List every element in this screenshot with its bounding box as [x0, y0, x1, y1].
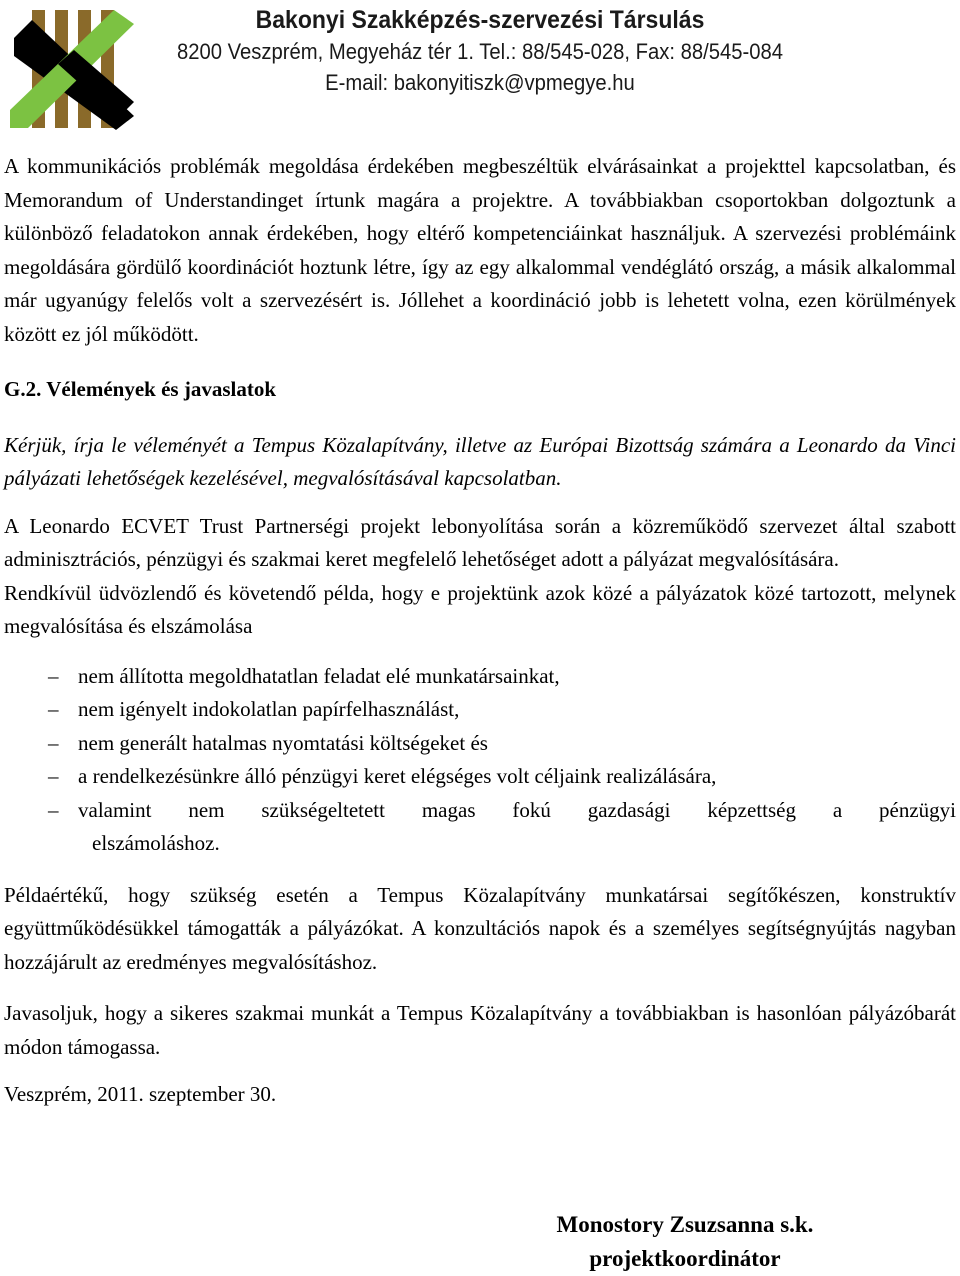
list-item: [4, 794, 956, 861]
paragraph-communication: A kommunikációs problémák megoldása érdekében megbeszéltük elvárásainkat a projekttel kapcsolatban, és Memorandum of Understandinget írtunk magára a projektre. A továbbiakban csoportokban dolgoztunk a különböző feladatokon annak érdekében, hogy eltérő kompetenciáinkat használjuk. A szervezési problémáink megoldására gördülő koordinációt hoztunk létre, így az egy alkalommal vendéglátó ország, a másik alkalommal már ugyanúgy felelős volt a szervezésért is. Jóllehet a koordináció jobb is lehetett volna, ezen körülmények között ez jól működött.: [4, 154, 956, 346]
organization-logo: [10, 6, 138, 130]
list-item: – nem állította megoldhatatlan feladat elé munkatársainkat,: [4, 660, 956, 694]
signatory-name: Monostory Zsuzsanna s.k.: [556, 1212, 814, 1237]
list-item-continuation: elszámoláshoz.: [92, 831, 220, 855]
list-item-line: – valamint nem szükségeltetett magas fokú gazdasági képzettség a pénzügyi: [78, 797, 956, 822]
instruction-text: Kérjük, írja le véleményét a Tempus Közalapítvány, illetve az Európai Bizottság számára a Leonardo da Vinci pályázati lehetőségek kezelésével, megvalósításával kapcsolatban.: [4, 432, 956, 490]
signature-block: [520, 1208, 850, 1276]
organization-name: Bakonyi Szakképzés-szervezési Társulás: [255, 6, 705, 34]
benefit-list: [4, 660, 956, 861]
list-item: – nem igényelt indokolatlan papírfelhasználást,: [4, 693, 956, 727]
organization-email: E-mail: bakonyitiszk@vpmegye.hu: [325, 70, 635, 95]
document-date: Veszprém, 2011. szeptember 30.: [4, 1082, 277, 1106]
letterhead: [150, 4, 810, 98]
organization-address: 8200 Veszprém, Megyeház tér 1. Tel.: 88/545-028, Fax: 88/545-084: [176, 39, 784, 64]
list-item: – a rendelkezésünkre álló pénzügyi keret elégséges volt céljaink realizálására,: [4, 760, 956, 794]
section-heading: G.2. Vélemények és javaslatok: [4, 377, 277, 401]
paragraph-recommendation: Javasoljuk, hogy a sikeres szakmai munkát a Tempus Közalapítvány a továbbiakban is hasonlóan pályázóbarát módon támogassa.: [4, 1001, 956, 1059]
document-body: [4, 150, 956, 1112]
paragraph-example: Rendkívül üdvözlendő és követendő példa, hogy e projektünk azok közé a pályázatok közé tartozott, melynek megvalósítása és elszámolása: [4, 580, 956, 638]
paragraph-tempus: Példaértékű, hogy szükség esetén a Tempus Közalapítvány munkatársai segítőkészen, konstruktív együttműködésükkel támogatták a pályázókat. A konzultációs napok és a személyes segítségnyújtás nagyban hozzájárult az eredményes megvalósításhoz.: [4, 882, 956, 974]
signatory-title: projektkoordinátor: [589, 1246, 781, 1271]
paragraph-framework: A Leonardo ECVET Trust Partnerségi projekt lebonyolítása során a közreműködő szervezet által szabott adminisztrációs, pénzügyi és szakmai keret megfelelő lehetőséget adott a pályázat megvalósítására.: [4, 513, 956, 571]
list-item: – nem generált hatalmas nyomtatási költségeket és: [4, 727, 956, 761]
